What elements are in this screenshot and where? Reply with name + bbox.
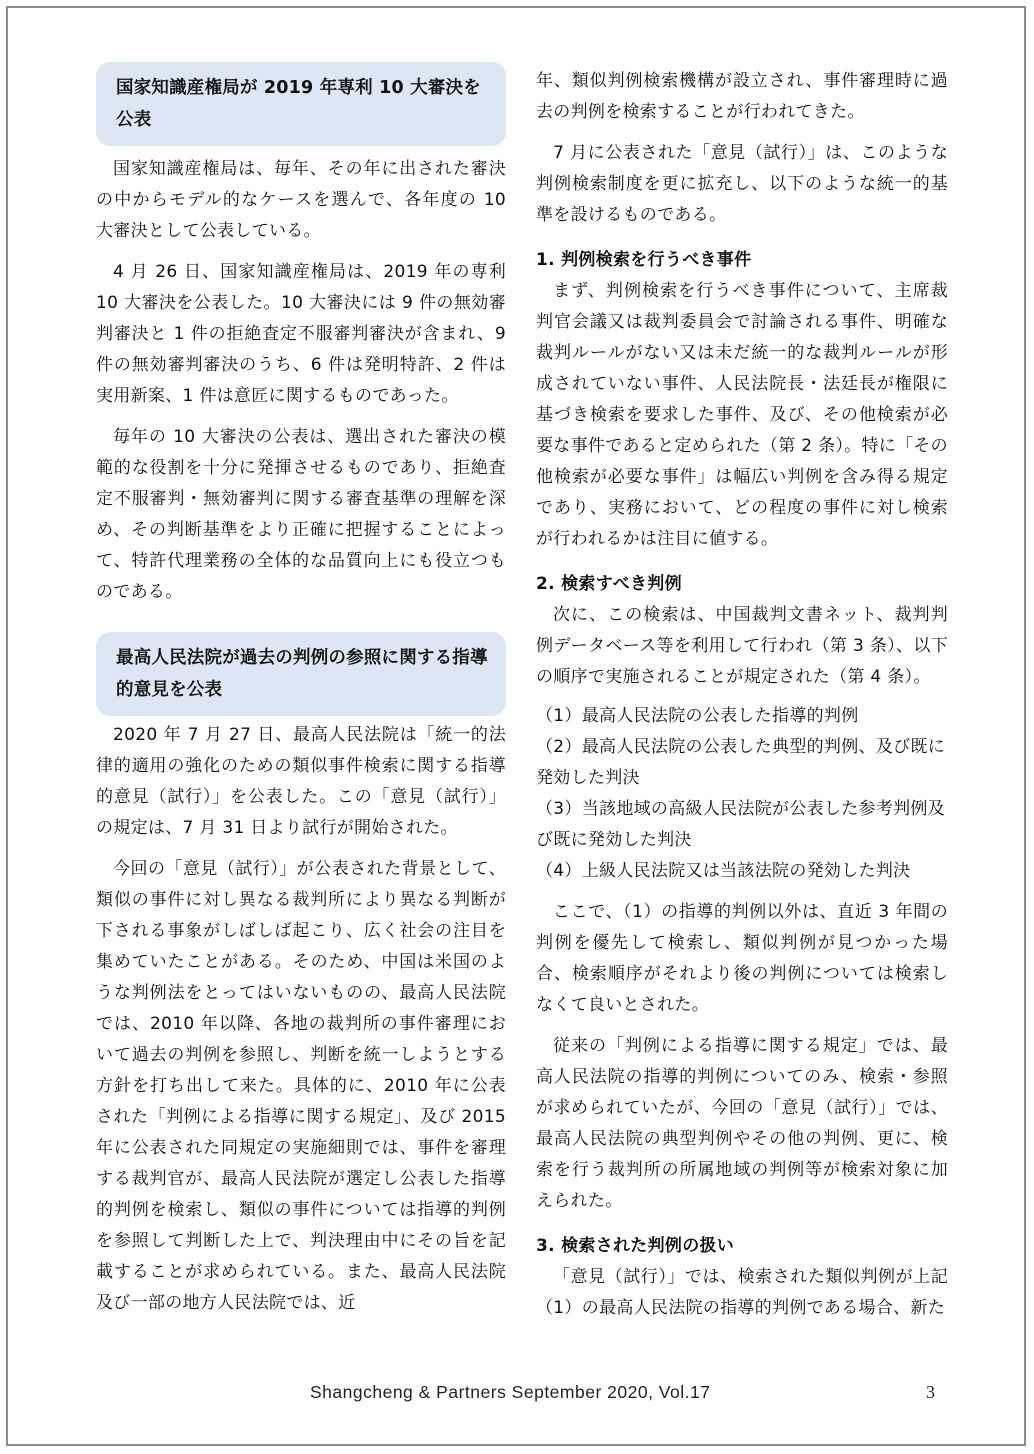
subsection-title: 3. 検索された判例の扱い bbox=[536, 1236, 735, 1256]
paragraph: 2020 年 7 月 27 日、最高人民法院は「統一的法律的適用の強化のための類似事件検索に関する指導的意見（試行）」を公表した。この「意見（試行）」の規定は、7 月 31 日より試行が開始された。 bbox=[96, 725, 506, 838]
paragraph: 今回の「意見（試行）」が公表された背景として、類似の事件に対し異なる裁判所により異なる判断が下される事象がしばしば起こり、広く社会の注目を集めていたことがある。そのため、中国は米国のような判例法をとってはいないものの、最高人民法院では、2010 年以降、各地の裁判所の事件審理において過去の判例を参照し、判断を統一しようとする方針を打ち出して来た。具体的に、2010 年に公表された「判例による指導に関する規定」、及び 2015 年に公表された同規定の実施細則では、事件を審理する裁判官が、最高人民法院が選定し公表した指導的判例を検索し、類似の事件については指導的判例を参照して判断した上で、判決理由中にその旨を記載することが求められている。また、最高人民法院及び一部の地方人民法院では、近 bbox=[96, 859, 506, 1313]
paragraph: 「意見（試行）」では、検索された類似判例が上記（1）の最高人民法院の指導的判例である場合、新た bbox=[536, 1267, 948, 1318]
section-heading-supreme-court: 最高人民法院が過去の判例の参照に関する指導的意見を公表 bbox=[96, 632, 506, 716]
paragraph: 4 月 26 日、国家知識産権局は、2019 年の専利 10 大審決を公表した。10 大審決には 9 件の無効審判審決と 1 件の拒絶査定不服審判審決が含まれ、9 件の無効審判審決のうち、6 件は発明特許、2 件は実用新案、1 件は意匠に関するものであった。 bbox=[96, 262, 506, 406]
paragraph: 従来の「判例による指導に関する規定」では、最高人民法院の指導的判例についてのみ、検索・参照が求められていたが、今回の「意見（試行）」では、最高人民法院の典型判例やその他の判例、更に、検索を行う裁判所の所属地域の判例等が検索対象に加えられた。 bbox=[536, 1036, 948, 1211]
paragraph: 毎年の 10 大審決の公表は、選出された審決の模範的な役割を十分に発揮させるものであり、拒絶査定不服審判・無効審判に関する審査基準の理解を深め、その判断基準をより正確に把握することによって、特許代理業務の全体的な品質向上にも役立つものである。 bbox=[96, 427, 506, 602]
section-heading-ip-office: 国家知識産権局が 2019 年専利 10 大審決を公表 bbox=[96, 62, 506, 146]
subsection-title: 2. 検索すべき判例 bbox=[536, 574, 682, 594]
list-item: （1）最高人民法院の公表した指導的判例 bbox=[536, 706, 859, 726]
list-item: （3）当該地域の高級人民法院が公表した参考判例及び既に発効した判決 bbox=[536, 799, 946, 850]
paragraph: 年、類似判例検索機構が設立され、事件審理時に過去の判例を検索することが行われてきた。 bbox=[536, 71, 948, 122]
paragraph: ここで、（1）の指導的判例以外は、直近 3 年間の判例を優先して検索し、類似判例が見つかった場合、検索順序がそれより後の判例については検索しなくて良いとされた。 bbox=[536, 902, 948, 1015]
paragraph: 7 月に公表された「意見（試行）」は、このような判例検索制度を更に拡充し、以下のような統一的基準を設けるものである。 bbox=[536, 143, 948, 225]
paragraph: 次に、この検索は、中国裁判文書ネット、裁判判例データベース等を利用して行われ（第 3 条）、以下の順序で実施されることが規定された（第 4 条）。 bbox=[536, 605, 948, 687]
paragraph: 国家知識産権局は、毎年、その年に出された審決の中からモデル的なケースを選んで、各年度の 10 大審決として公表している。 bbox=[96, 159, 506, 241]
right-column bbox=[536, 66, 948, 1324]
footer-publication: Shangcheng & Partners September 2020, Vol.17 bbox=[310, 1382, 711, 1402]
subsection-title: 1. 判例検索を行うべき事件 bbox=[536, 250, 752, 270]
page-number: 3 bbox=[926, 1382, 935, 1402]
left-column bbox=[96, 62, 506, 1319]
list-item: （2）最高人民法院の公表した典型的判例、及び既に発効した判決 bbox=[536, 737, 946, 788]
list-item: （4）上級人民法院又は当該法院の発効した判決 bbox=[536, 861, 911, 881]
paragraph: まず、判例検索を行うべき事件について、主席裁判官会議又は裁判委員会で討論される事件、明確な裁判ルールがない又は未だ統一的な裁判ルールが形成されていない事件、人民法院長・法廷長が権限に基づき検索を要求した事件、及び、その他検索が必要な事件であると定められた（第 2 条）。特に「その他検索が必要な事件」は幅広い判例を含み得る規定であり、実務において、どの程度の事件に対し検索が行われるかは注目に値する。 bbox=[536, 281, 948, 549]
